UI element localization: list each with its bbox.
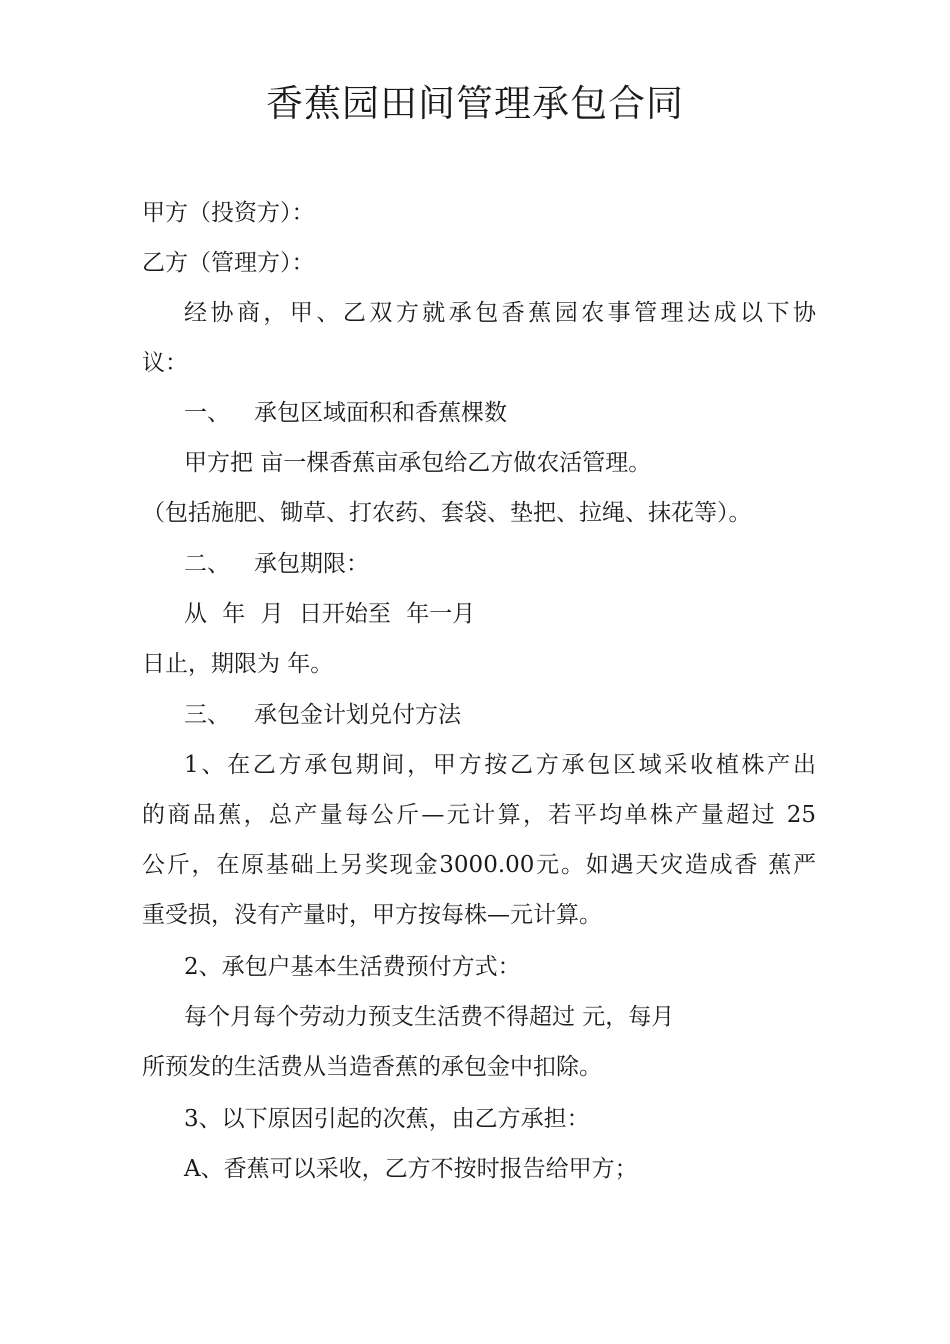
clause-2-line-2: 所预发的生活费从当造香蕉的承包金中扣除。 xyxy=(142,1054,602,1080)
clause-1-line-4: 重受损，没有产量时，甲方按每株—元计算。 xyxy=(142,902,602,928)
section-2-period-start: 从 年 月 日开始至 年一月 xyxy=(184,601,476,627)
preamble-line: 经协商，甲、乙双方就承包香蕉园农事管理达成以下协 xyxy=(184,300,816,326)
clause-1-line-3: 公斤，在原基础上另奖现金3000.00元。如遇天灾造成香 蕉严 xyxy=(142,852,816,878)
document-title: 香蕉园田间管理承包合同 xyxy=(266,82,684,125)
clause-3-heading: 3、以下原因引起的次蕉，由乙方承担： xyxy=(184,1106,590,1132)
section-1-body: 甲方把 亩一棵香蕉亩承包给乙方做农活管理。 xyxy=(184,450,652,476)
section-1-title: 承包区域面积和香蕉棵数 xyxy=(254,400,507,426)
party-b-line: 乙方（管理方）： xyxy=(142,250,315,276)
section-1-heading xyxy=(184,397,507,429)
clause-2-heading: 2、承包户基本生活费预付方式： xyxy=(184,954,521,980)
party-a-line: 甲方（投资方）： xyxy=(142,200,315,226)
section-2-period-end: 日止，期限为 年。 xyxy=(142,651,334,677)
section-1-number: 一、 xyxy=(184,400,230,426)
section-2-heading xyxy=(184,548,369,580)
clause-1-line-1: 1、在乙方承包期间，甲方按乙方承包区域采收植株产出 xyxy=(184,752,816,778)
section-1-scope: （包括施肥、锄草、打农药、套袋、垫把、拉绳、抹花等）。 xyxy=(142,500,752,526)
preamble-line-end: 议： xyxy=(142,350,188,376)
section-3-heading xyxy=(184,699,461,731)
clause-1-line-2: 的商品蕉，总产量每公斤—元计算，若平均单株产量超过 25 xyxy=(142,802,816,828)
section-3-title: 承包金计划兑付方法 xyxy=(254,702,461,728)
section-2-title: 承包期限： xyxy=(254,551,369,577)
clause-3-item-a: A、香蕉可以采收，乙方不按时报告给甲方； xyxy=(184,1156,638,1182)
section-2-number: 二、 xyxy=(184,551,230,577)
section-3-number: 三、 xyxy=(184,702,230,728)
clause-2-line-1: 每个月每个劳动力预支生活费不得超过 元，每月 xyxy=(184,1004,675,1030)
